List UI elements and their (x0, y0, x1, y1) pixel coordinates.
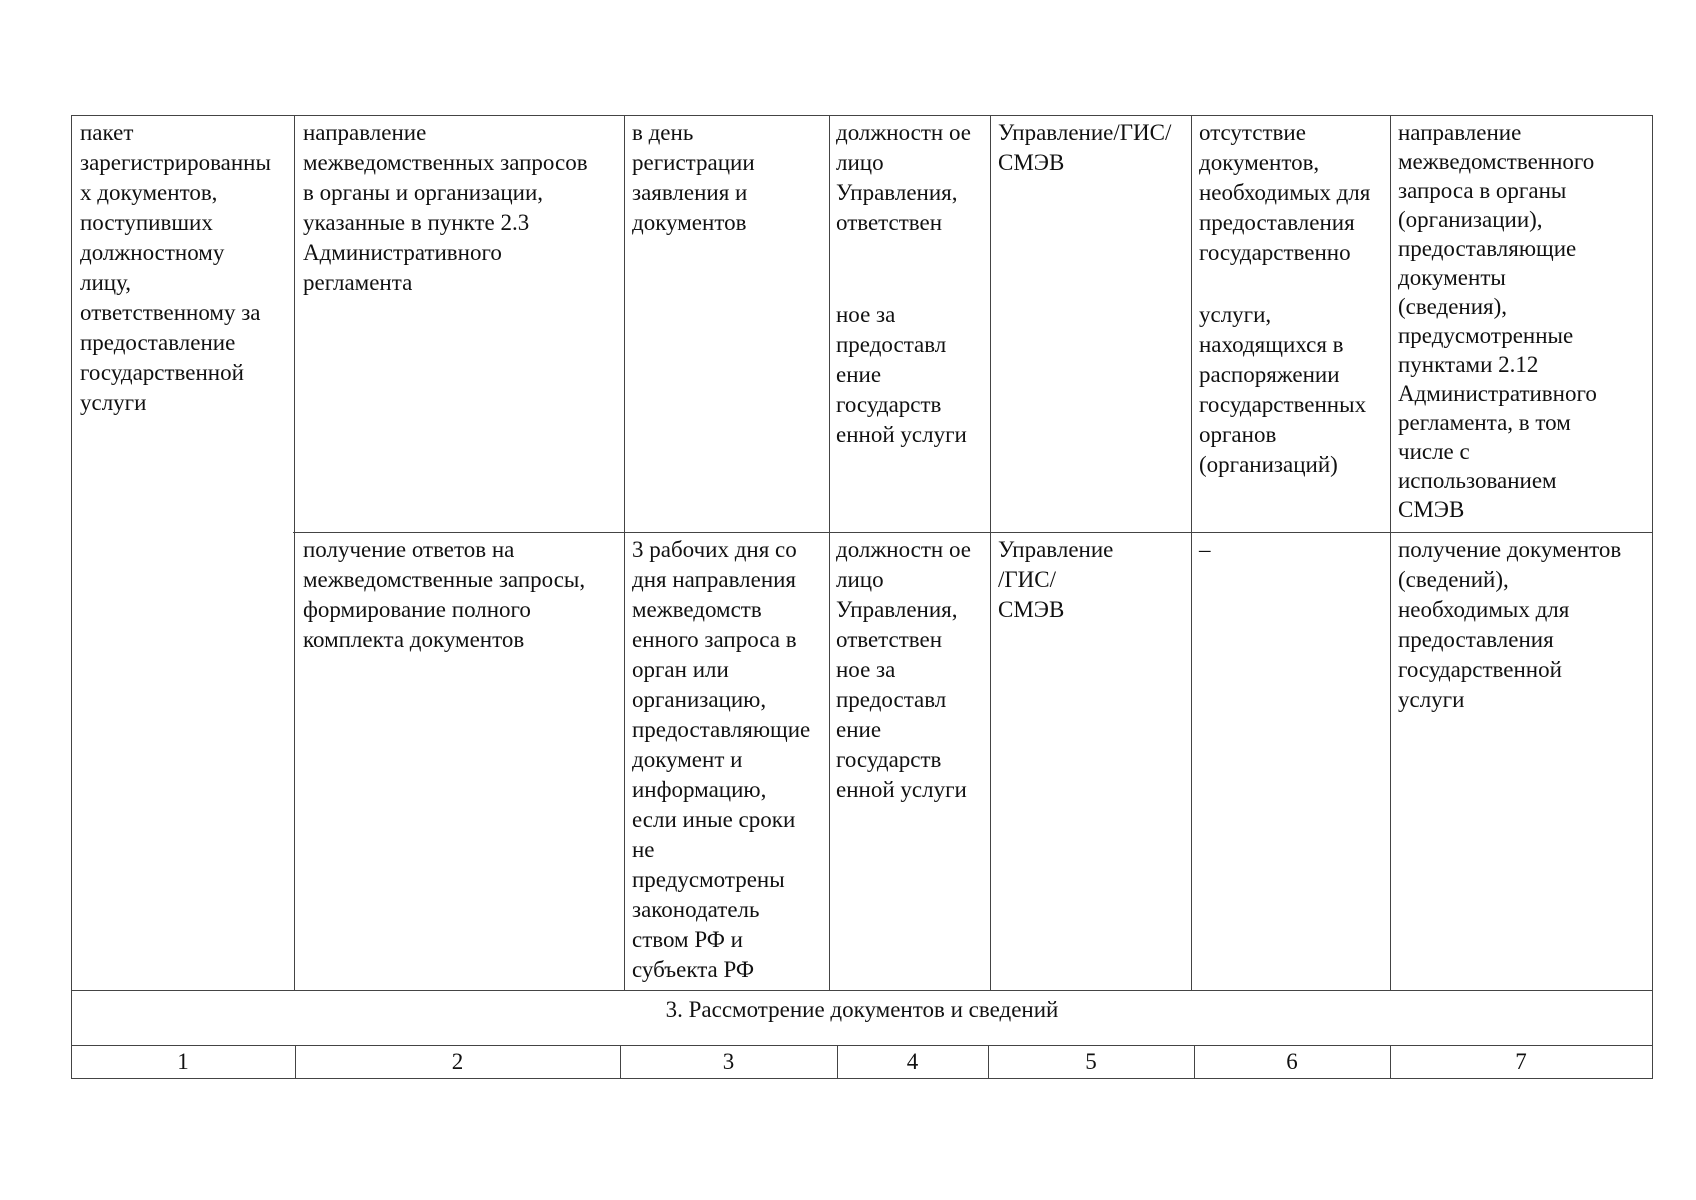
column-number: 6 (1286, 1049, 1298, 1074)
column-number: 2 (451, 1049, 464, 1074)
cell-r2-c6: – (1199, 537, 1211, 562)
column-number: 1 (177, 1049, 189, 1074)
table-border-right (1652, 115, 1653, 1078)
cell-r1-c4a: должностн ое лицо Управления, ответствен (836, 120, 971, 235)
column-number: 4 (906, 1049, 919, 1074)
cell-r1-c6a: отсутствие документов, необходимых для предоставления государственно (1199, 120, 1371, 265)
row-divider-1 (293, 532, 1653, 533)
column-number: 5 (1085, 1049, 1097, 1074)
col-divider-2 (624, 115, 625, 990)
cell-r1-c2: направление межведомственных запросов в органы и организации, указанные в пункте 2.3 Административного регламента (303, 120, 588, 295)
cell-r2-c2: получение ответов на межведомственные запросы, формирование полного комплекта документов (303, 537, 586, 652)
table-border-bottom (71, 1078, 1653, 1079)
col-divider-5 (1191, 115, 1192, 990)
section-heading: 3. Рассмотрение документов и сведений (665, 997, 1059, 1022)
cell-r2-c3: 3 рабочих дня со дня направления межведомств енного запроса в орган или организацию, предоставляющие документ и информацию, если иные сроки не предусмотрены законодатель ством РФ и субъекта РФ (632, 537, 811, 982)
col-divider-3 (829, 115, 830, 990)
cell-r2-c4: должностн ое лицо Управления, ответствен ное за предоставл ение государств енной услуги (836, 537, 971, 802)
cell-r1-c4b: ное за предоставл ение государств енной услуги (836, 302, 967, 447)
cell-r1-c5: Управление/ГИС/ СМЭВ (998, 120, 1172, 175)
cell-r1-c1: пакет зарегистрированны х документов, поступивших должностному лицу, ответственному за предоставление государственной услуги (80, 120, 271, 415)
table-border-top (71, 115, 1653, 116)
cell-r2-c5: Управление /ГИС/ СМЭВ (998, 537, 1114, 622)
cell-r1-c6b: услуги, находящихся в распоряжении государственных органов (организаций) (1199, 302, 1367, 477)
col-divider-6 (1390, 115, 1391, 990)
column-number: 7 (1515, 1049, 1527, 1074)
table-border-left (71, 115, 72, 1078)
column-number: 3 (722, 1049, 735, 1074)
col-divider-4 (990, 115, 991, 990)
row-divider-2 (71, 990, 1653, 991)
cell-r2-c7: получение документов (сведений), необходимых для предоставления государственной услуги (1398, 537, 1622, 712)
col-divider-1 (294, 115, 295, 990)
row-divider-3 (71, 1045, 1653, 1046)
cell-r1-c3: в день регистрации заявления и документов (632, 120, 755, 235)
cell-r1-c7: направление межведомственного запроса в органы (организации), предоставляющие документы (сведения), предусмотренные пунктами 2.12 Административного регламента, в том числе с использованием СМЭВ (1398, 120, 1597, 522)
